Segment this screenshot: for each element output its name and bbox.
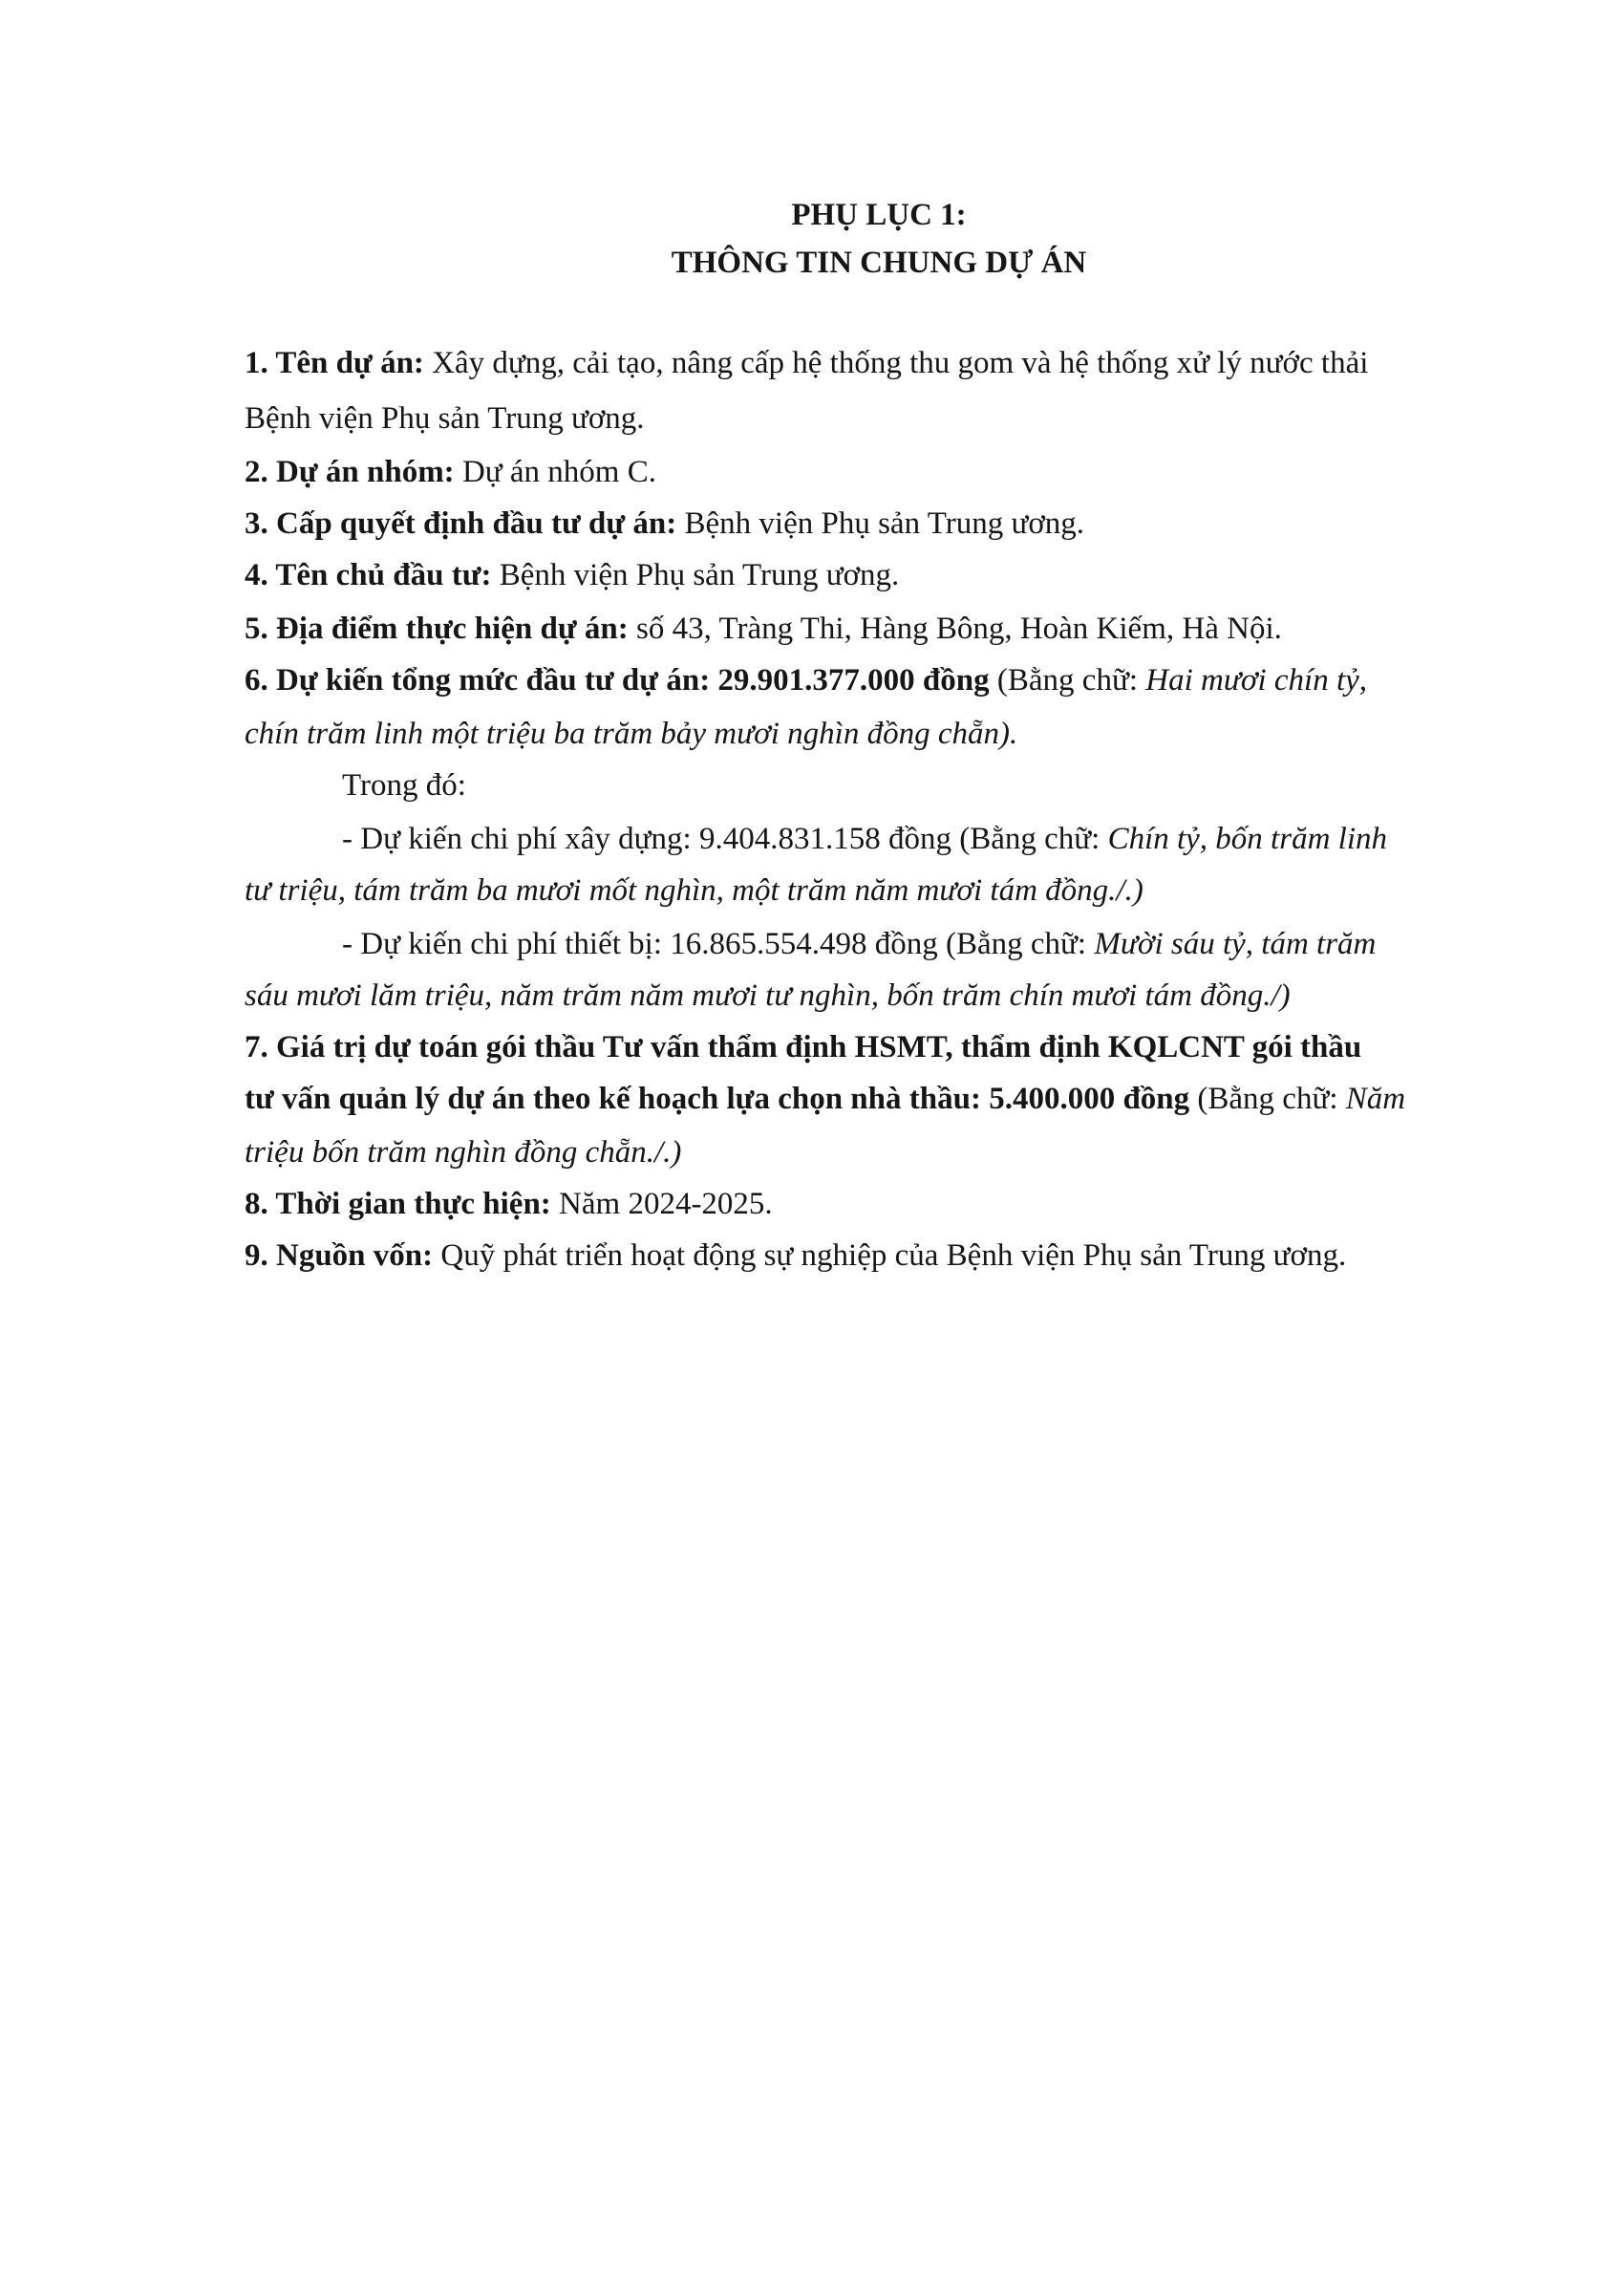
item-8-label: 8. Thời gian thực hiện:	[245, 1187, 551, 1221]
item-3-label: 3. Cấp quyết định đầu tư dự án:	[245, 506, 677, 541]
item-6-sub-1-line-1	[342, 820, 1387, 858]
item-7-label-cont: tư vấn quản lý dự án theo kế hoạch lựa chọn nhà thầu: 5.400.000 đồng	[245, 1082, 1190, 1116]
item-6-words-cont: chín trăm linh một triệu ba trăm bảy mươi nghìn đồng chẵn).	[245, 717, 1018, 751]
item-7-line-3	[245, 1133, 681, 1171]
item-6-sub-1-line-2	[245, 871, 1143, 910]
item-6-sub-2-words-cont: sáu mươi lăm triệu, năm trăm năm mươi tư nghìn, bốn trăm chín mươi tám đồng./)	[245, 978, 1291, 1013]
item-4-label: 4. Tên chủ đầu tư:	[245, 558, 492, 592]
item-8	[245, 1185, 773, 1223]
appendix-subtitle: THÔNG TIN CHUNG DỰ ÁN	[671, 246, 1087, 280]
item-2-text: Dự án nhóm C.	[454, 455, 656, 489]
item-2-label: 2. Dự án nhóm:	[245, 455, 455, 489]
item-1-line-2	[245, 399, 645, 438]
item-7-paren: (Bằng chữ:	[1189, 1082, 1346, 1116]
item-6-words: Hai mươi chín tỷ,	[1145, 663, 1368, 698]
item-6-paren: (Bằng chữ:	[989, 663, 1146, 698]
item-6-line-1	[245, 661, 1367, 699]
item-6-sub-2-words: Mười sáu tỷ, tám trăm	[1094, 927, 1377, 961]
item-9-text: Quỹ phát triển hoạt động sự nghiệp của Bệnh viện Phụ sản Trung ương.	[433, 1238, 1347, 1273]
item-6-line-2	[245, 715, 1017, 753]
item-3	[245, 505, 1084, 543]
item-6-sub-1-words: Chín tỷ, bốn trăm linh	[1107, 822, 1387, 856]
item-1-text-cont: Bệnh viện Phụ sản Trung ương.	[245, 401, 645, 436]
item-9-label: 9. Nguồn vốn:	[245, 1238, 434, 1273]
item-6-sub-2-line-2	[245, 977, 1291, 1015]
item-5-label: 5. Địa điểm thực hiện dự án:	[245, 612, 629, 646]
item-7-line-1	[245, 1028, 1361, 1066]
appendix-title: PHỤ LỤC 1:	[791, 198, 967, 232]
item-1-text: Xây dựng, cải tạo, nâng cấp hệ thống thu gom và hệ thống xử lý nước thải	[423, 346, 1369, 380]
item-5	[245, 610, 1282, 648]
item-7-label: 7. Giá trị dự toán gói thầu Tư vấn thẩm định HSMT, thẩm định KQLCNT gói thầu	[245, 1030, 1362, 1064]
item-1-label: 1. Tên dự án:	[245, 346, 424, 380]
item-6-sub-1-words-cont: tư triệu, tám trăm ba mươi mốt nghìn, một trăm năm mươi tám đồng./.)	[245, 873, 1143, 908]
item-6-sub-2-line-1	[342, 925, 1376, 963]
item-7-line-2	[245, 1080, 1405, 1118]
item-6-sub-2-text: - Dự kiến chi phí thiết bị: 16.865.554.498 đồng (Bằng chữ:	[342, 927, 1095, 961]
item-7-words-cont: triệu bốn trăm nghìn đồng chẵn./.)	[245, 1135, 682, 1170]
item-7-words: Năm	[1345, 1082, 1406, 1116]
item-6-trong-do: Trong đó:	[342, 768, 466, 803]
item-1-line-1	[245, 344, 1368, 382]
item-6-sub-1-text: - Dự kiến chi phí xây dựng: 9.404.831.158 đồng (Bằng chữ:	[342, 822, 1108, 856]
item-6-label: 6. Dự kiến tổng mức đầu tư dự án: 29.901.377.000 đồng	[245, 663, 990, 698]
item-8-text: Năm 2024-2025.	[550, 1187, 773, 1221]
item-9	[245, 1236, 1346, 1275]
item-3-text: Bệnh viện Phụ sản Trung ương.	[676, 506, 1085, 541]
item-4-text: Bệnh viện Phụ sản Trung ương.	[491, 558, 900, 592]
item-2	[245, 453, 656, 491]
item-4	[245, 556, 899, 594]
item-5-text: số 43, Tràng Thi, Hàng Bông, Hoàn Kiếm, Hà Nội.	[628, 612, 1282, 646]
